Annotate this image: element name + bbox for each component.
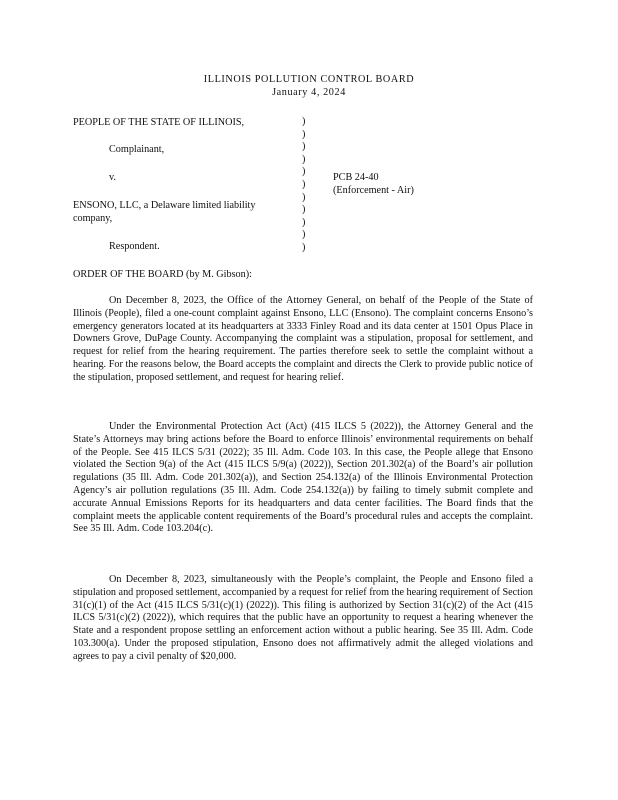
caption-paren: ) <box>302 116 306 127</box>
paragraph-3: On December 8, 2023, simultaneously with the People’s complaint, the People and Ensono filed a stipulation and proposed settlement, accompanied by a request for relief from the hearing requirement of Section 31(c)(1) of the Act (415 ILCS 5/31(c)(1) (2022)). This filing is authorized by Section 31(c)(2) of the Act (415 ILCS 5/31(c)(2) (2022)), which requires that the public have an opportunity to request a hearing whenever the State and a respondent propose settling an enforcement action without a public hearing. See 35 Ill. Adm. Code 103.300(a). Under the proposed stipulation, Ensono does not affirmatively admit the alleged violations and agrees to pay a civil penalty of $20,000. <box>73 574 533 662</box>
caption-paren: ) <box>302 191 306 203</box>
order-heading: ORDER OF THE BOARD (by M. Gibson): <box>73 269 252 280</box>
caption-paren: ) <box>302 153 306 165</box>
defendant-name-line2: company, <box>73 213 113 224</box>
paragraph-2: Under the Environmental Protection Act (Act) (415 ILCS 5 (2022)), the Attorney General and the State’s Attorneys may bring actions before the Board to enforce Illinois’ environmental requirements on behalf of the People. See 415 ILCS 5/31 (2022); 35 Ill. Adm. Code 103. In this case, the People allege that Ensono violated the Section 9(a) of the Act (415 ILCS 5/9(a) (2022)), Section 201.302(a) of the Board’s air pollution regulations (35 Ill. Adm. Code 201.302(a)), and Section 254.132(a) of the Illinois Environmental Protection Agency’s air pollution regulations (35 Ill. Adm. Code 254.132(a)) by failing to timely submit complete and accurate Annual Emissions Reports for its headquarters and data center facilities. The Board finds that the complaint meets the applicable content requirements of the Board’s procedural rules and accepts the complaint. See 35 Ill. Adm. Code 103.204(c). <box>73 421 533 535</box>
caption-paren: ) <box>302 229 306 241</box>
caption-paren: ) <box>302 216 306 228</box>
defendant-name-line1: ENSONO, LLC, a Delaware limited liability <box>73 200 256 211</box>
paragraph-1: On December 8, 2023, the Office of the Attorney General, on behalf of the People of the State of Illinois (People), filed a one-count complaint against Ensono, LLC (Ensono). The complaint concerns Ensono’s emergency generators located at its headquarters at 3333 Finley Road and its data center at 1501 Opus Place in Downers Grove, DuPage County. Accompanying the complaint was a stipulation, proposal for settlement, and request for relief from the hearing requirement. The parties therefore seek to settle the complaint without a hearing. For the reasons below, the Board accepts the complaint and directs the Clerk to provide public notice of the stipulation, proposed settlement, and request for hearing relief. <box>73 295 533 383</box>
caption-paren: ) <box>302 204 306 216</box>
caption-paren: ) <box>302 178 306 190</box>
caption-parentheses <box>302 116 305 255</box>
respondent-label: Respondent. <box>109 241 160 252</box>
board-name: ILLINOIS POLLUTION CONTROL BOARD <box>203 74 415 85</box>
plaintiff-name: PEOPLE OF THE STATE OF ILLINOIS, <box>73 117 245 128</box>
case-type: (Enforcement - Air) <box>333 185 414 196</box>
caption-paren: ) <box>302 128 306 140</box>
order-date: January 4, 2024 <box>272 87 346 98</box>
versus-label: v. <box>109 172 116 183</box>
caption-paren: ) <box>302 141 306 153</box>
caption-paren: ) <box>302 166 306 178</box>
case-number: PCB 24-40 <box>333 172 379 183</box>
caption-paren: ) <box>302 241 306 253</box>
complainant-label: Complainant, <box>109 144 165 155</box>
